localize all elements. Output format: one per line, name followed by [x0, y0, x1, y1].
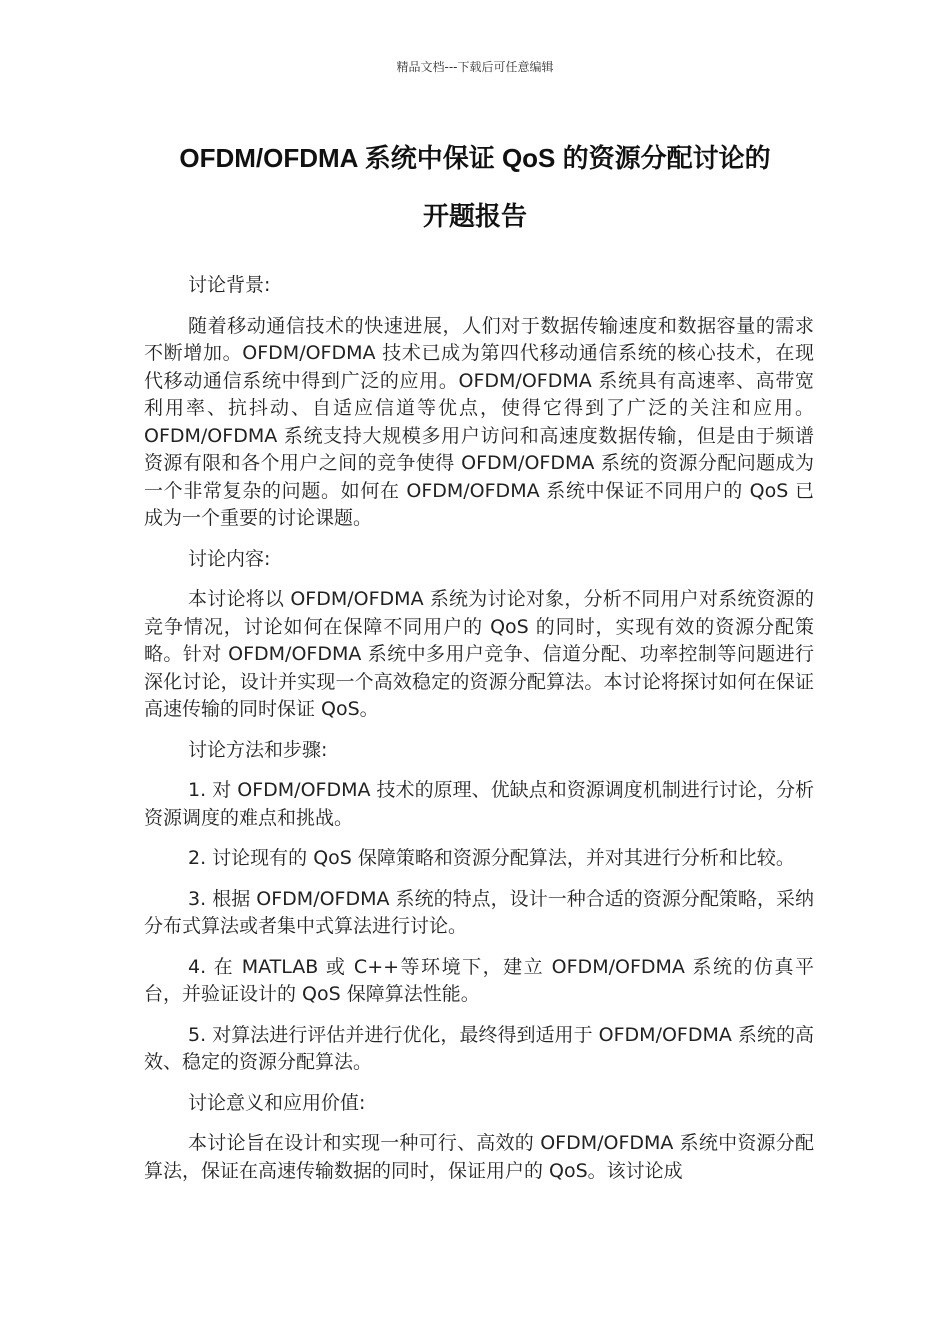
background-heading: 讨论背景:: [188, 274, 271, 296]
method-step-1: 1. 对 OFDM/OFDMA 技术的原理、优缺点和资源调度机制进行讨论，分析资源调度的难点和挑战。: [144, 779, 814, 829]
method-heading: 讨论方法和步骤:: [188, 738, 328, 761]
document-title-line-2: 开题报告: [422, 201, 527, 231]
document-body: [144, 272, 814, 1198]
method-step-2: 2. 讨论现有的 QoS 保障策略和资源分配算法，并对其进行分析和比较。: [188, 847, 795, 869]
header-note: 精品文档---下载后可任意编辑: [396, 60, 554, 74]
document-title-line-1: OFDM/OFDMA 系统中保证 QoS 的资源分配讨论的: [179, 143, 771, 173]
method-step-5: 5. 对算法进行评估并进行优化，最终得到适用于 OFDM/OFDMA 系统的高效、稳定的资源分配算法。: [144, 1023, 814, 1073]
content-heading: 讨论内容:: [188, 547, 271, 570]
content-paragraph: 本讨论将以 OFDM/OFDMA 系统为讨论对象，分析不同用户对系统资源的竞争情况，讨论如何在保障不同用户的 QoS 的同时，实现有效的资源分配策略。针对 OFDM/OFDMA 系统中多用户竞争、信道分配、功率控制等问题进行深化讨论，设计并实现一个高效稳定的资源分配算法。本讨论将探讨如何在保证高速传输的同时保证 QoS。: [144, 588, 814, 720]
background-paragraph: 随着移动通信技术的快速进展，人们对于数据传输速度和数据容量的需求不断增加。OFDM/OFDMA 技术已成为第四代移动通信系统的核心技术，在现代移动通信系统中得到广泛的应用。OFDM/OFDMA 系统具有高速率、高带宽利用率、抗抖动、自适应信道等优点，使得它得到了广泛的关注和应用。OFDM/OFDMA 系统支持大规模多用户访问和高速度数据传输，但是由于频谱资源有限和各个用户之间的竞争使得 OFDM/OFDMA 系统的资源分配问题成为一个非常复杂的问题。如何在 OFDM/OFDMA 系统中保证不同用户的 QoS 已成为一个重要的讨论课题。: [144, 314, 814, 529]
significance-paragraph: 本讨论旨在设计和实现一种可行、高效的 OFDM/OFDMA 系统中资源分配算法，保证在高速传输数据的同时，保证用户的 QoS。该讨论成: [144, 1132, 814, 1182]
significance-heading: 讨论意义和应用价值:: [188, 1091, 366, 1114]
method-step-4: 4. 在 MATLAB 或 C++等环境下，建立 OFDM/OFDMA 系统的仿真平台，并验证设计的 QoS 保障算法性能。: [144, 955, 814, 1005]
method-step-3: 3. 根据 OFDM/OFDMA 系统的特点，设计一种合适的资源分配策略，采纳分布式算法或者集中式算法进行讨论。: [144, 887, 814, 937]
